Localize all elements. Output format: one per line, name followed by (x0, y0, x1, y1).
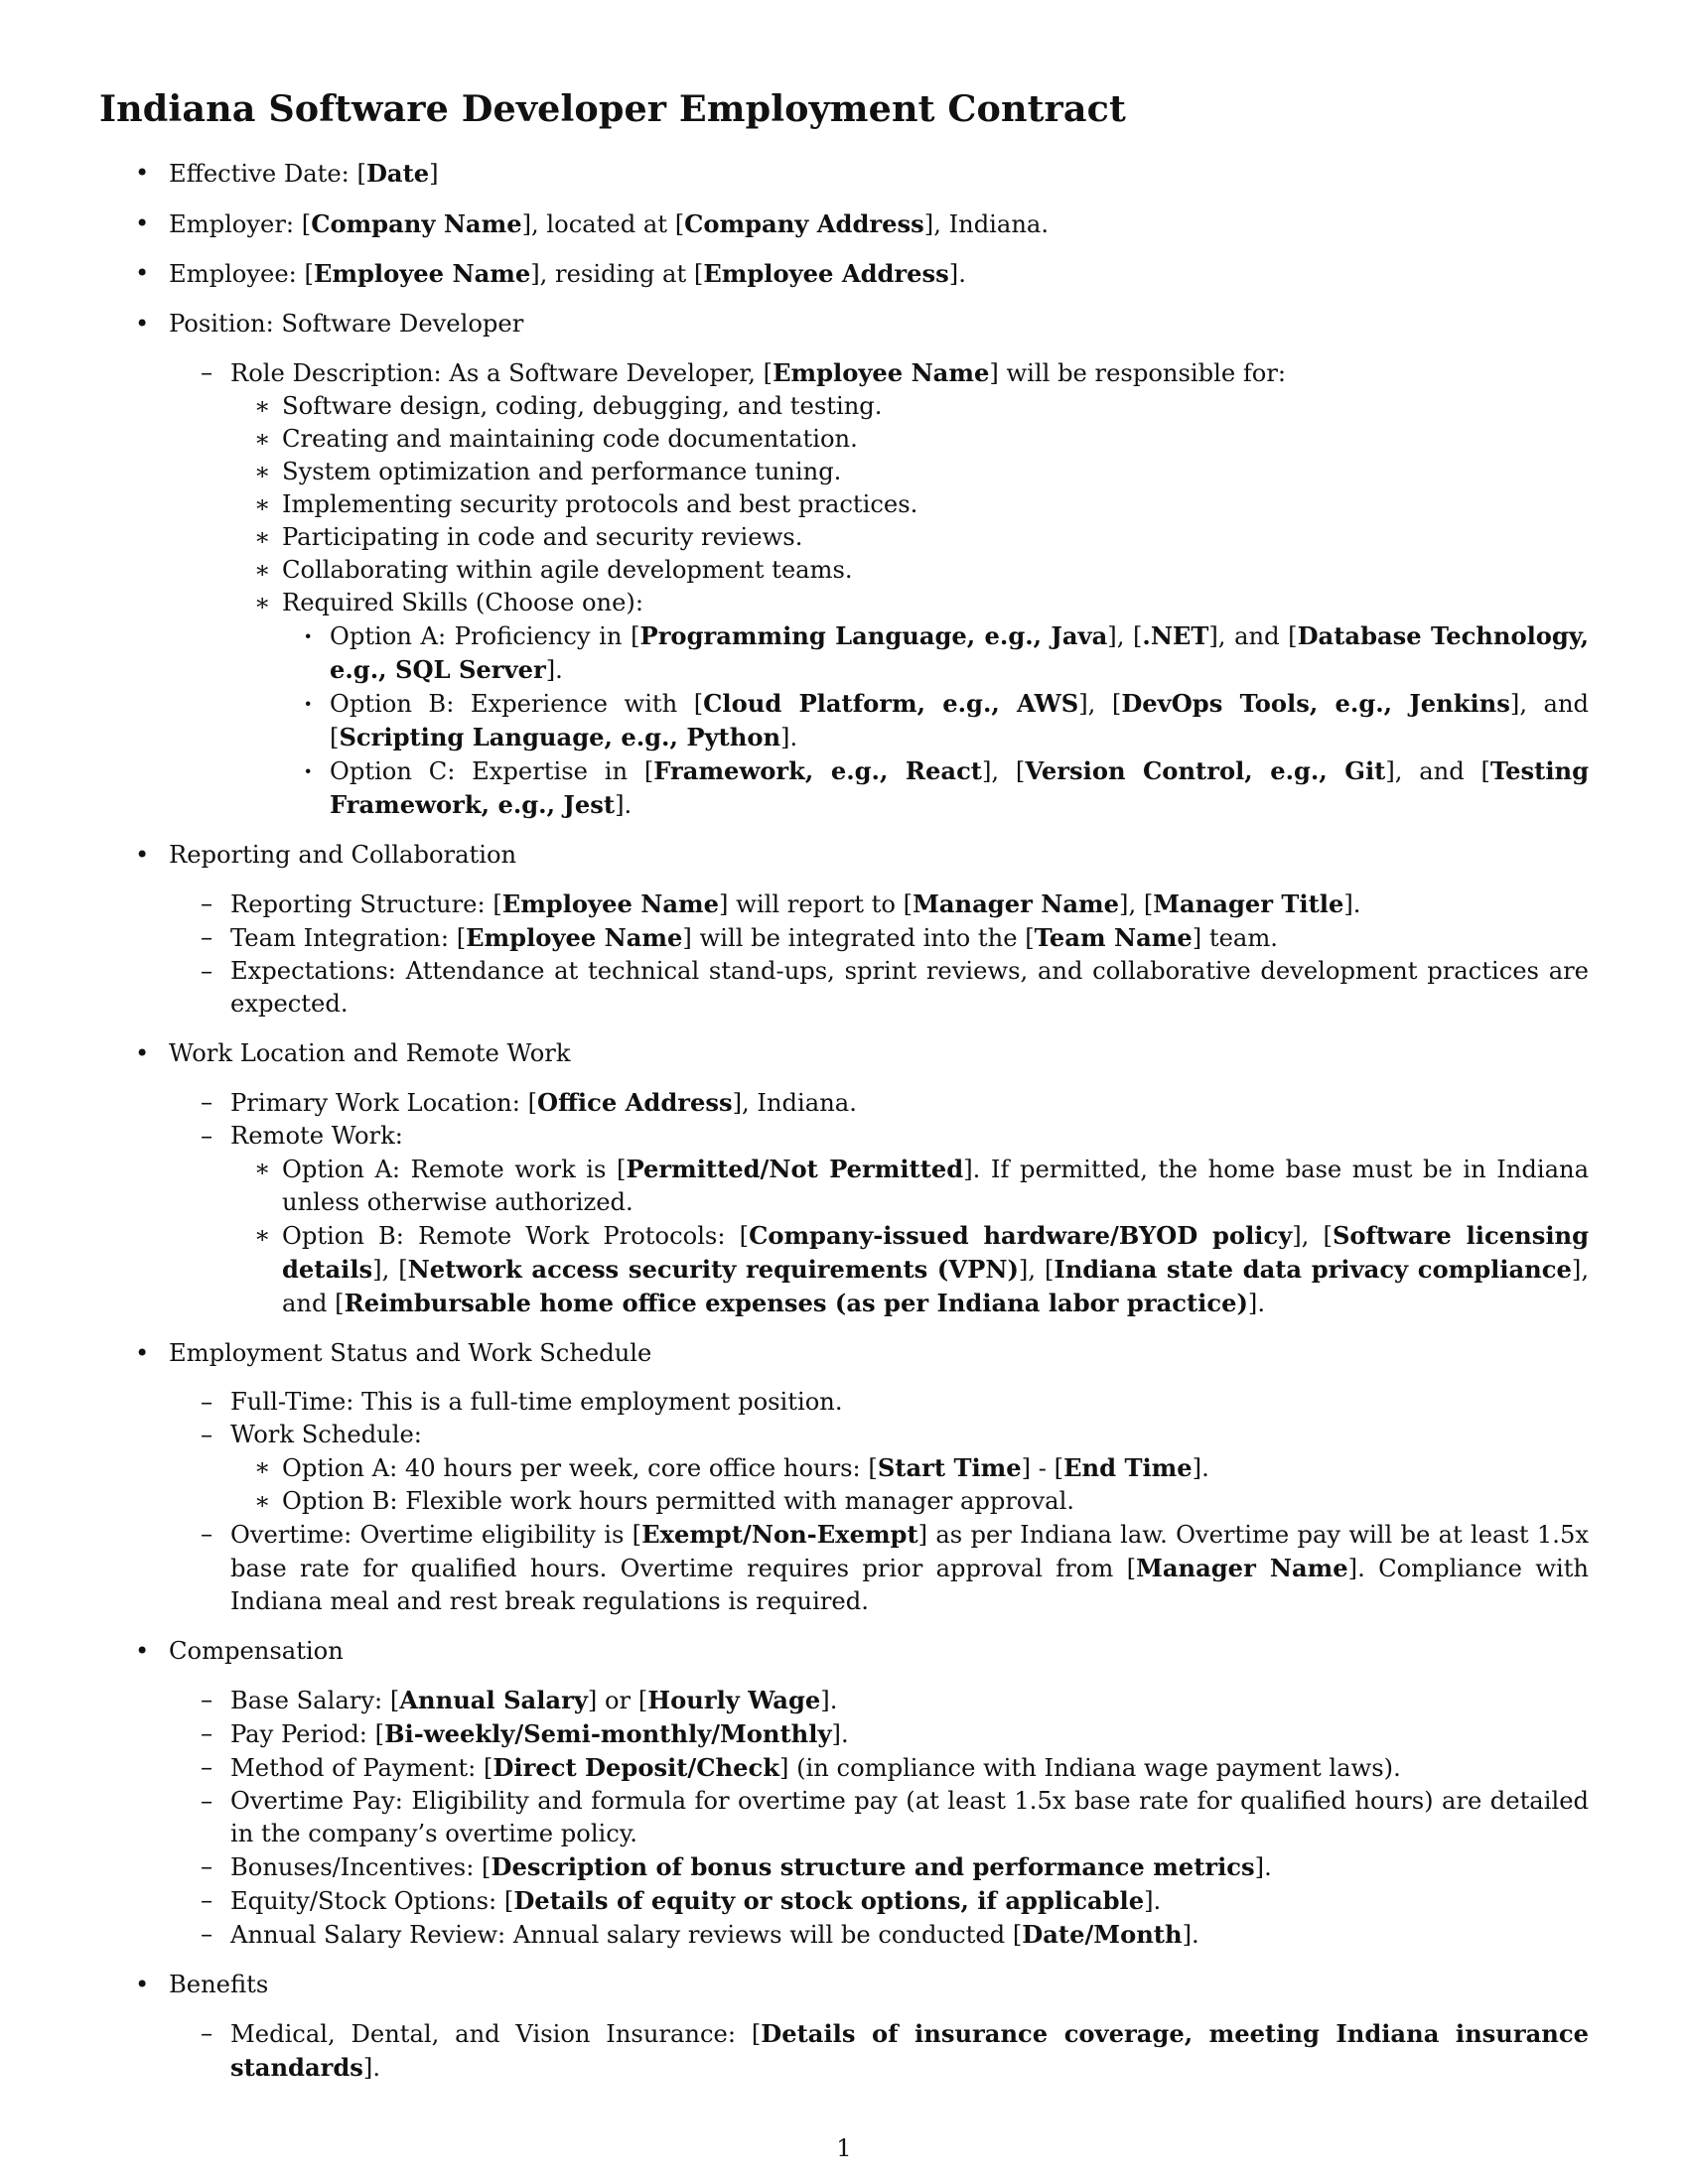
remote-option-a: ∗ Option A: Remote work is [Permitted/Not Permitted]. If permitted, the home base must be in Indiana unless otherwise authorized. (230, 1153, 1589, 1219)
payment-method: – Method of Payment: [Direct Deposit/Check] (in compliance with Indiana wage payment laws). (169, 1751, 1589, 1785)
duties-list (230, 390, 1589, 822)
work-schedule: – Work Schedule: ∗ Option A: 40 hours per week, core office hours: [Start Time] - [End Time]. ∗ Option B: Flexible work hours permitted with manager approval. (169, 1419, 1589, 1518)
status-section: • Employment Status and Work Schedule – Full-Time: This is a full-time employment position. – Work Schedule: ∗ Option A: 40 hours per week, core office hours: [Start Time] - [End Time]. ∗ Option B: Flexible work hours permitted with manager approval. – Overtime: Overtime eligibility is [Exempt/Non-Exempt] as per Indiana law. Overtime pay will be at least 1.5x base rate for qualified hours. Overtime requires prior approval from [Manager Name]. Compliance with Indiana meal and rest break regulations is required. (99, 1337, 1589, 1619)
expectations: – Expectations: Attendance at technical stand-ups, sprint reviews, and collaborative development practices are expected. (169, 955, 1589, 1021)
compensation-section: • Compensation – Base Salary: [Annual Salary] or [Hourly Wage]. – Pay Period: [Bi-weekly/Semi-monthly/Monthly]. – Method of Payment: [Direct Deposit/Check] (in compliance with Indiana wage payment laws). – Overtime Pay: Eligibility and formula for overtime pay (at least 1.5x base rate for qualified hours) are detailed in the company’s overtime policy. – Bonuses/Incentives: [Description of bonus structure and performance metrics]. – Equity/Stock Options: [Details of equity or stock options, if applicable]. – Annual Salary Review: Annual salary reviews will be conducted [Date/Month]. (99, 1635, 1589, 1953)
employee-item: • Employee: [Employee Name], residing at [Employee Address]. (99, 257, 1589, 291)
employee-name-placeholder: Employee Name (313, 259, 531, 288)
date-placeholder: Date (365, 159, 430, 188)
bonuses: – Bonuses/Incentives: [Description of bonus structure and performance metrics]. (169, 1850, 1589, 1884)
required-skills: ∗ Required Skills (Choose one): · Option A: Proficiency in [Programming Language, e.g., Java], [.NET], and [Database Technology, e.g., SQL Server]. · Option B: Experience with [Cloud Platform, e.g., AWS], [DevOps Tools, e.g., Jenkins], and [Scripting Language, e.g., Python]. · Option C: Expertise in [Framework, e.g., React], [Version Control, e.g., Git], and [Testing Framework, e.g., Jest]. (230, 587, 1589, 822)
contract-sections (99, 157, 1589, 2085)
employer-item: • Employer: [Company Name], located at [Company Address], Indiana. (99, 207, 1589, 241)
reporting-section: • Reporting and Collaboration – Reporting Structure: [Employee Name] will report to [Manager Name], [Manager Title]. – Team Integration: [Employee Name] will be integrated into the [Team Name] team. – Expectations: Attendance at technical stand-ups, sprint reviews, and collaborative development practices are expected. (99, 839, 1589, 1022)
duty-item: ∗ Software design, coding, debugging, and testing. (230, 390, 1589, 423)
overtime-pay: – Overtime Pay: Eligibility and formula for overtime pay (at least 1.5x base rate for qualified hours) are detailed in the company’s overtime policy. (169, 1785, 1589, 1850)
company-name-placeholder: Company Name (311, 208, 522, 238)
skills-options (282, 619, 1589, 822)
position-section: • Position: Software Developer – Role Description: As a Software Developer, [Employee Name] will be responsible for: ∗ Software design, coding, debugging, and testing. ∗ Creating and maintaining code documentation. ∗ System optimization and performance tuning. ∗ Implementing security protocols and best practices. ∗ Participating in code and security reviews. ∗ Collaborating within agile development teams. ∗ Required Skills (Choose one): · Option A: Proficiency in [Programming Language, e.g., Java], [.NET], and [Database Technology, e.g., SQL Server]. · Option B: Experience with [Cloud Platform, e.g., AWS], [DevOps Tools, e.g., Jenkins], and [Scripting Language, e.g., Python]. · Option C: Expertise in [Framework, e.g., React], [Version Control, e.g., Git], and [Testing Framework, e.g., Jest]. (99, 308, 1589, 823)
overtime: – Overtime: Overtime eligibility is [Exempt/Non-Exempt] as per Indiana law. Overtime pay will be at least 1.5x base rate for qualified hours. Overtime requires prior approval from [Manager Name]. Compliance with Indiana meal and rest break regulations is required. (169, 1518, 1589, 1618)
page-number: 1 (836, 2134, 852, 2162)
skills-option-a: · Option A: Proficiency in [Programming Language, e.g., Java], [.NET], and [Database Technology, e.g., SQL Server]. (282, 619, 1589, 687)
benefits-section: • Benefits – Medical, Dental, and Vision Insurance: [Details of insurance coverage, meeting Indiana insurance standards]. (99, 1969, 1589, 2086)
location-section: • Work Location and Remote Work – Primary Work Location: [Office Address], Indiana. – Remote Work: ∗ Option A: Remote work is [Permitted/Not Permitted]. If permitted, the home base must be in Indiana unless otherwise authorized. ∗ Option B: Remote Work Protocols: [Company-issued hardware/BYOD policy], [Software licensing details], [Network access security requirements (VPN)], [Indiana state data privacy compliance], and [Reimbursable home office expenses (as per Indiana labor practice)]. (99, 1037, 1589, 1321)
full-time: – Full-Time: This is a full-time employment position. (169, 1386, 1589, 1419)
reporting-structure: – Reporting Structure: [Employee Name] will report to [Manager Name], [Manager Title]. (169, 887, 1589, 921)
pay-period: – Pay Period: [Bi-weekly/Semi-monthly/Monthly]. (169, 1717, 1589, 1751)
duty-item: ∗ System optimization and performance tuning. (230, 456, 1589, 488)
schedule-option-b: ∗ Option B: Flexible work hours permitted with manager approval. (230, 1485, 1589, 1518)
duty-item: ∗ Collaborating within agile development teams. (230, 554, 1589, 587)
duty-item: ∗ Creating and maintaining code documentation. (230, 423, 1589, 456)
remote-work: – Remote Work: ∗ Option A: Remote work is [Permitted/Not Permitted]. If permitted, the home base must be in Indiana unless otherwise authorized. ∗ Option B: Remote Work Protocols: [Company-issued hardware/BYOD policy], [Software licensing details], [Network access security requirements (VPN)], [Indiana state data privacy compliance], and [Reimbursable home office expenses (as per Indiana labor practice)]. (169, 1120, 1589, 1320)
skills-option-c: · Option C: Expertise in [Framework, e.g., React], [Version Control, e.g., Git], and [Testing Framework, e.g., Jest]. (282, 754, 1589, 822)
base-salary: – Base Salary: [Annual Salary] or [Hourly Wage]. (169, 1684, 1589, 1717)
team-integration: – Team Integration: [Employee Name] will be integrated into the [Team Name] team. (169, 921, 1589, 955)
effective-date-item: • Effective Date: [Date] (99, 157, 1589, 191)
medical-insurance: – Medical, Dental, and Vision Insurance: [Details of insurance coverage, meeting Indiana insurance standards]. (169, 2017, 1589, 2085)
employee-address-placeholder: Employee Address (703, 259, 949, 288)
primary-location: – Primary Work Location: [Office Address], Indiana. (169, 1086, 1589, 1120)
schedule-option-a: ∗ Option A: 40 hours per week, core office hours: [Start Time] - [End Time]. (230, 1451, 1589, 1485)
remote-option-b: ∗ Option B: Remote Work Protocols: [Company-issued hardware/BYOD policy], [Software licensing details], [Network access security requirements (VPN)], [Indiana state data privacy compliance], and [Reimbursable home office expenses (as per Indiana labor practice)]. (230, 1219, 1589, 1320)
role-description: – Role Description: As a Software Developer, [Employee Name] will be responsible for: ∗ Software design, coding, debugging, and testing. ∗ Creating and maintaining code documentation. ∗ System optimization and performance tuning. ∗ Implementing security protocols and best practices. ∗ Participating in code and security reviews. ∗ Collaborating within agile development teams. ∗ Required Skills (Choose one): · Option A: Proficiency in [Programming Language, e.g., Java], [.NET], and [Database Technology, e.g., SQL Server]. · Option B: Experience with [Cloud Platform, e.g., AWS], [DevOps Tools, e.g., Jenkins], and [Scripting Language, e.g., Python]. · Option C: Expertise in [Framework, e.g., React], [Version Control, e.g., Git], and [Testing Framework, e.g., Jest]. (169, 356, 1589, 822)
equity: – Equity/Stock Options: [Details of equity or stock options, if applicable]. (169, 1884, 1589, 1918)
duty-item: ∗ Implementing security protocols and best practices. (230, 488, 1589, 521)
contract-body (99, 157, 1589, 2102)
salary-review: – Annual Salary Review: Annual salary reviews will be conducted [Date/Month]. (169, 1918, 1589, 1952)
document-title: Indiana Software Developer Employment Contract (99, 87, 1126, 130)
duty-item: ∗ Participating in code and security reviews. (230, 521, 1589, 554)
company-address-placeholder: Company Address (684, 208, 924, 238)
skills-option-b: · Option B: Experience with [Cloud Platform, e.g., AWS], [DevOps Tools, e.g., Jenkins], and [Scripting Language, e.g., Python]. (282, 687, 1589, 754)
